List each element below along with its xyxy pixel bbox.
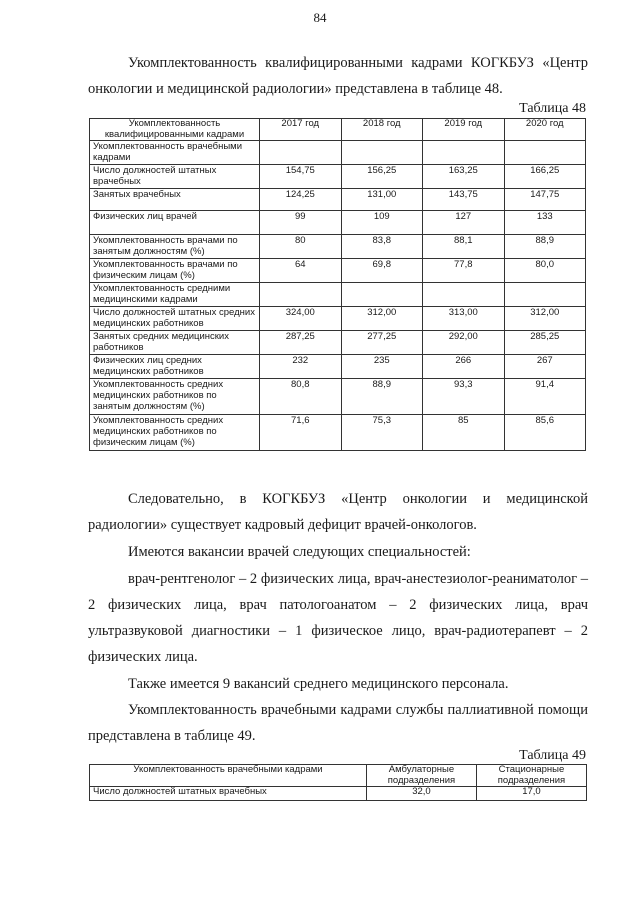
row-label: Укомплектованность врачами по физическим лицам (%): [90, 259, 260, 283]
table-row: [90, 189, 586, 211]
row-label: Число должностей штатных врачебных: [90, 165, 260, 189]
table-row: [90, 211, 586, 235]
table-row: [90, 259, 586, 283]
table-header-row: [90, 765, 587, 787]
column-header-category: Укомплектованность врачебными кадрами: [90, 765, 367, 787]
row-label: Укомплектованность средних медицинских работников по физическим лицам (%): [90, 415, 260, 451]
table-cell: 285,25: [504, 331, 586, 355]
table-cell: 127: [423, 211, 505, 235]
row-label: Физических лиц врачей: [90, 211, 260, 235]
table-cell: 292,00: [423, 331, 505, 355]
table-cell: 156,25: [341, 165, 423, 189]
table-cell: 88,9: [341, 379, 423, 415]
row-label: Число должностей штатных средних медицинских работников: [90, 307, 260, 331]
row-label: Занятых средних медицинских работников: [90, 331, 260, 355]
intro-paragraph: Укомплектованность квалифицированными кадрами КОГКБУЗ «Центр онкологии и медицинской радиологии» представлена в таблице 48.: [88, 55, 588, 97]
column-header-category: Укомплектованность квалифицированными кадрами: [90, 119, 260, 141]
table-cell: 109: [341, 211, 423, 235]
table-row: [90, 141, 586, 165]
table-cell: 80,0: [504, 259, 586, 283]
table-cell: 88,1: [423, 235, 505, 259]
row-label: Укомплектованность врачами по занятым должностям (%): [90, 235, 260, 259]
table-cell: [341, 283, 423, 307]
table-cell: 154,75: [260, 165, 342, 189]
row-label: Число должностей штатных врачебных: [90, 787, 367, 801]
row-label: Укомплектованность средними медицинскими кадрами: [90, 283, 260, 307]
table-cell: 85: [423, 415, 505, 451]
table-cell: 163,25: [423, 165, 505, 189]
table-cell: 99: [260, 211, 342, 235]
table-cell: 267: [504, 355, 586, 379]
table-cell: 266: [423, 355, 505, 379]
table-cell: [260, 141, 342, 165]
table-cell: 64: [260, 259, 342, 283]
nurses-vacancies-paragraph: Также имеется 9 вакансий среднего медицинского персонала.: [128, 676, 509, 692]
table-cell: 83,8: [341, 235, 423, 259]
row-label: Укомплектованность врачебными кадрами: [90, 141, 260, 165]
table-cell: [423, 283, 505, 307]
row-label: Занятых врачебных: [90, 189, 260, 211]
table-cell: 91,4: [504, 379, 586, 415]
table-cell: [341, 141, 423, 165]
table-cell: 287,25: [260, 331, 342, 355]
table-cell: 17,0: [476, 787, 586, 801]
table-cell: 312,00: [504, 307, 586, 331]
table-cell: 93,3: [423, 379, 505, 415]
column-header-2020: 2020 год: [504, 119, 586, 141]
table-cell: 80: [260, 235, 342, 259]
palliative-paragraph: Укомплектованность врачебными кадрами службы паллиативной помощи представлена в таблице 49.: [88, 702, 588, 744]
table-cell: 312,00: [341, 307, 423, 331]
table-cell: 313,00: [423, 307, 505, 331]
table-cell: 77,8: [423, 259, 505, 283]
table-row: [90, 787, 587, 801]
column-header-inpatient: Стационарные подразделения: [476, 765, 586, 787]
table-cell: [504, 283, 586, 307]
table-row: [90, 331, 586, 355]
table-cell: 324,00: [260, 307, 342, 331]
row-label: Укомплектованность средних медицинских работников по занятым должностям (%): [90, 379, 260, 415]
table-cell: 277,25: [341, 331, 423, 355]
vacancies-intro-paragraph: Имеются вакансии врачей следующих специальностей:: [128, 544, 471, 560]
table-cell: 75,3: [341, 415, 423, 451]
table-48-caption: Таблица 48: [519, 101, 586, 116]
table-cell: 71,6: [260, 415, 342, 451]
table-48-body: [90, 141, 586, 451]
column-header-2018: 2018 год: [341, 119, 423, 141]
table-49-caption: Таблица 49: [519, 748, 586, 763]
table-row: [90, 415, 586, 451]
table-cell: 232: [260, 355, 342, 379]
table-cell: 143,75: [423, 189, 505, 211]
table-row: [90, 355, 586, 379]
page-number: 84: [313, 10, 327, 25]
table-cell: 88,9: [504, 235, 586, 259]
table-cell: 32,0: [367, 787, 477, 801]
table-cell: 80,8: [260, 379, 342, 415]
table-row: [90, 235, 586, 259]
table-cell: 124,25: [260, 189, 342, 211]
table-49-body: [90, 787, 587, 801]
table-cell: 166,25: [504, 165, 586, 189]
column-header-outpatient: Амбулаторные подразделения: [367, 765, 477, 787]
table-row: [90, 379, 586, 415]
table-cell: 85,6: [504, 415, 586, 451]
table-header-row: [90, 119, 586, 141]
table-cell: 133: [504, 211, 586, 235]
table-cell: [260, 283, 342, 307]
column-header-2017: 2017 год: [260, 119, 342, 141]
deficit-paragraph: Следовательно, в КОГКБУЗ «Центр онкологии и медицинской радиологии» существует кадровый дефицит врачей-онкологов.: [88, 491, 588, 533]
vacancies-list-paragraph: врач-рентгенолог – 2 физических лица, врач-анестезиолог-реаниматолог – 2 физических лица, врач патологоанатом – 2 физических лица, врач ультразвуковой диагностики – 1 физическое лицо, врач-радиотерапевт – 2 физических лица.: [88, 571, 588, 665]
table-cell: 131,00: [341, 189, 423, 211]
column-header-2019: 2019 год: [423, 119, 505, 141]
table-cell: 147,75: [504, 189, 586, 211]
table-row: [90, 283, 586, 307]
table-row: [90, 165, 586, 189]
palliative-table-49: [89, 764, 587, 801]
row-label: Физических лиц средних медицинских работников: [90, 355, 260, 379]
table-cell: 235: [341, 355, 423, 379]
table-cell: 69,8: [341, 259, 423, 283]
table-row: [90, 307, 586, 331]
table-cell: [423, 141, 505, 165]
table-cell: [504, 141, 586, 165]
staffing-table-48: [89, 118, 586, 451]
